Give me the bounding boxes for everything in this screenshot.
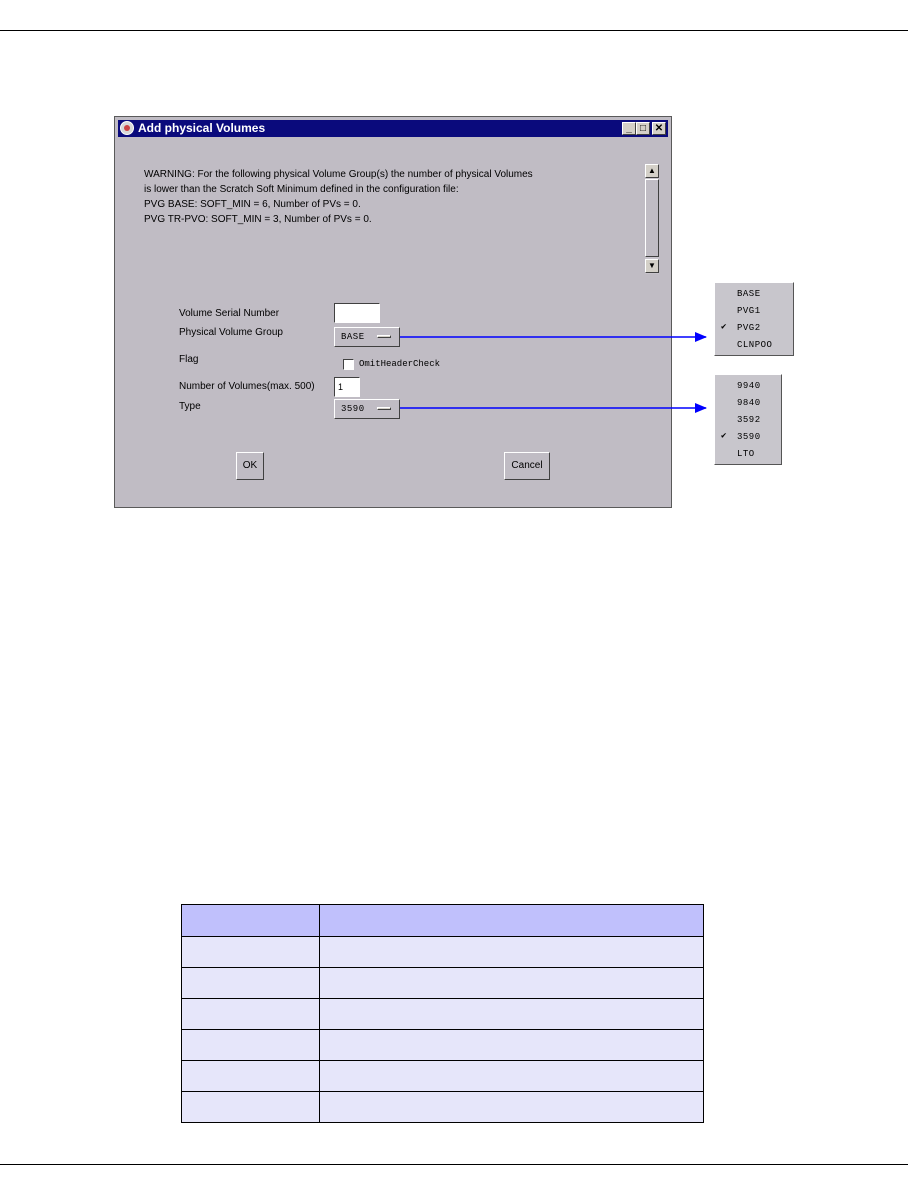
type-select[interactable] [334,399,400,419]
pvg-select[interactable] [334,327,400,347]
page-bottom-rule [0,1164,908,1165]
type-selected-value: 3590 [341,404,365,414]
table-row [182,937,704,968]
table-cell [182,937,320,968]
minimize-button[interactable]: _ [622,122,636,135]
add-physical-volumes-dialog [114,116,672,508]
table-cell [320,1030,704,1061]
option-menu-indicator-icon [377,335,391,338]
title-bar[interactable] [118,120,668,137]
table-cell [320,1092,704,1123]
warning-line: PVG BASE: SOFT_MIN = 6, Number of PVs = 0. [144,199,361,210]
omit-header-check-checkbox[interactable] [343,359,354,370]
volume-serial-label: Volume Serial Number [179,308,280,319]
num-volumes-label: Number of Volumes(max. 500) [179,381,315,392]
table-cell [182,1030,320,1061]
type-menu-item-9840[interactable]: 9840 [737,398,761,408]
table-row [182,1030,704,1061]
warning-line: PVG TR-PVO: SOFT_MIN = 3, Number of PVs = 0. [144,214,372,225]
omit-header-check-label[interactable]: OmitHeaderCheck [359,359,441,369]
cancel-button[interactable]: Cancel [504,452,550,480]
type-menu-item-3592[interactable]: 3592 [737,415,761,425]
type-menu-item-9940[interactable]: 9940 [737,381,761,391]
pvg-menu-item-clnpoo[interactable]: CLNPOO [737,340,773,350]
table-cell [182,999,320,1030]
pvg-dropdown-menu [714,282,794,356]
table-row [182,999,704,1030]
table-cell [320,999,704,1030]
page-top-rule [0,30,908,31]
table-cell [182,968,320,999]
flag-label: Flag [179,354,199,365]
warning-scrollbar[interactable] [645,164,659,274]
warning-line: WARNING: For the following physical Volume Group(s) the number of physical Volumes [144,169,533,180]
table-header-row [182,905,704,937]
option-menu-indicator-icon [377,407,391,410]
table-row [182,1061,704,1092]
table-header-cell [320,905,704,937]
table-cell [320,937,704,968]
scroll-down-icon[interactable]: ▼ [645,259,659,273]
table-row [182,968,704,999]
ok-button[interactable]: OK [236,452,264,480]
window-title: Add physical Volumes [138,121,266,135]
num-volumes-input[interactable] [334,377,360,397]
pvg-label: Physical Volume Group [179,327,283,338]
pvg-selected-value: BASE [341,332,365,342]
warning-line: is lower than the Scratch Soft Minimum defined in the configuration file: [144,184,459,195]
check-icon: ✔ [721,322,727,332]
table-cell [182,1092,320,1123]
maximize-button[interactable]: □ [636,122,650,135]
type-menu-item-3590[interactable]: ✔ 3590 [721,431,761,442]
scroll-thumb[interactable] [645,179,659,257]
type-menu-item-lto[interactable]: LTO [737,449,755,459]
table-row [182,1092,704,1123]
table-cell [320,1061,704,1092]
check-icon: ✔ [721,431,727,441]
scroll-up-icon[interactable]: ▲ [645,164,659,178]
type-label: Type [179,401,201,412]
parameters-table [181,904,704,1123]
close-button[interactable]: ✕ [652,122,666,135]
warning-text [144,167,634,227]
pvg-menu-item-base[interactable]: BASE [737,289,761,299]
pvg-menu-item-pvg2[interactable]: ✔ PVG2 [721,322,761,333]
pvg-menu-item-pvg1[interactable]: PVG1 [737,306,761,316]
table-header-cell [182,905,320,937]
table-cell [320,968,704,999]
type-dropdown-menu [714,374,782,465]
table-cell [182,1061,320,1092]
app-icon [120,121,134,135]
volume-serial-input[interactable] [334,303,380,323]
